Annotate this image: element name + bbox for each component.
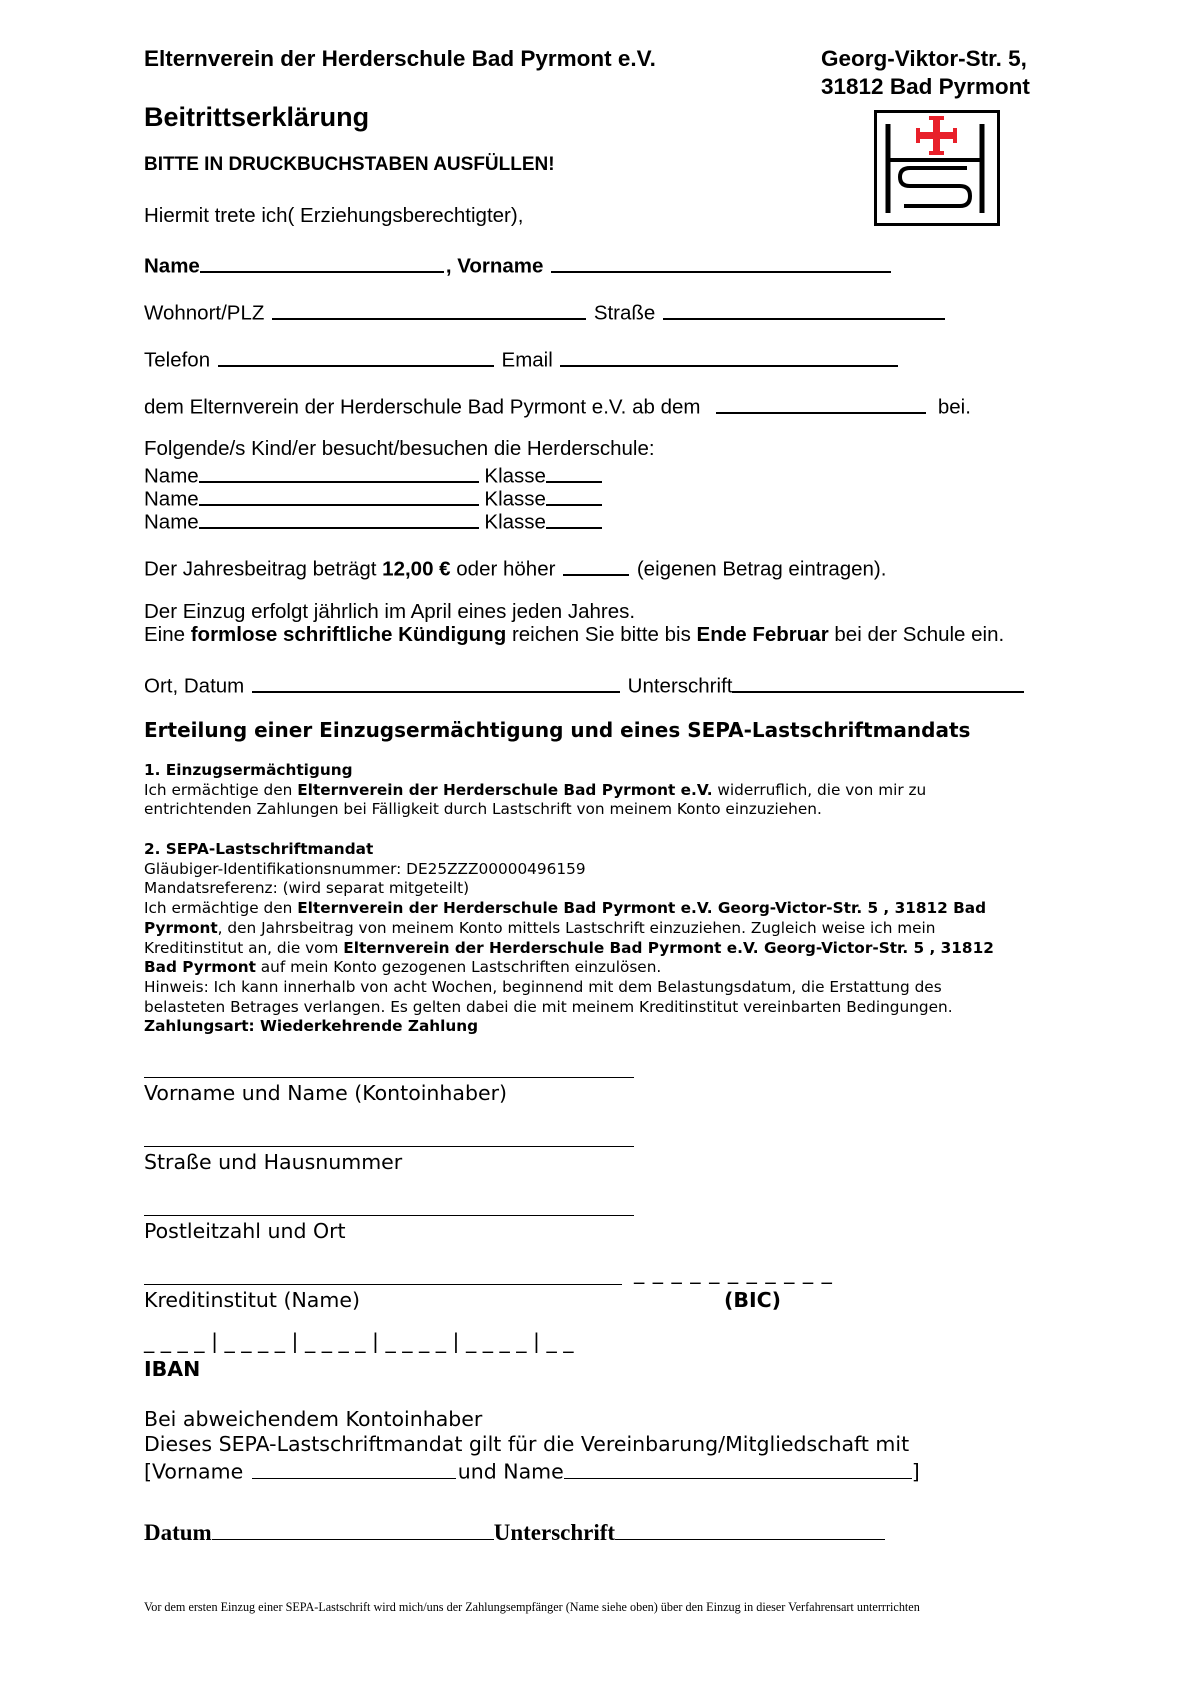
child-klasse-label: Klasse (484, 464, 546, 488)
s2-l4-b: , den Jahrsbeitrag von meinem Konto mittels Lastschrift einzuziehen. Zugleich weise ich mein (217, 918, 936, 937)
s1-title: 1. Einzugsermächtigung (144, 761, 353, 779)
address-line-2: 31812 Bad Pyrmont (821, 74, 1030, 99)
collection-note: Der Einzug erfolgt jährlich im April eines jeden Jahres. (144, 600, 636, 623)
cancel-suffix: bei der Schule ein. (834, 623, 1005, 646)
cancel-prefix: Eine (144, 623, 186, 646)
fee-prefix: Der Jahresbeitrag beträgt (144, 557, 377, 581)
unterschrift-label: Unterschrift (493, 1520, 616, 1545)
bic-field[interactable]: _ _ _ _ _ _ _ _ _ _ _ (634, 1260, 833, 1284)
s2-l3-a: Ich ermächtige den (144, 899, 293, 918)
name-label: Name (144, 254, 200, 278)
child-name-field[interactable] (199, 460, 479, 483)
kreditinstitut-label: Kreditinstitut (Name) (144, 1288, 360, 1312)
children-intro: Folgende/s Kind/er besucht/besuchen die Herderschule: (144, 437, 655, 460)
datum-label: Datum (144, 1520, 212, 1545)
sepa-heading: Erteilung einer Einzugsermächtigung und eines SEPA-Lastschriftmandats (144, 718, 971, 742)
unterschrift-field[interactable] (732, 670, 1024, 693)
fee-amount: 12,00 € (382, 557, 451, 581)
strasse-hausnummer-label: Straße und Hausnummer (144, 1150, 403, 1174)
child-name-label: Name (144, 510, 199, 534)
cancel-note (144, 623, 1004, 647)
wohnort-field[interactable] (272, 297, 586, 320)
cancel-bold-1: formlose schriftliche Kündigung (190, 623, 507, 646)
cancel-bold-2: Ende Februar (696, 623, 829, 646)
fee-row (144, 553, 886, 582)
s2-l6-b: auf mein Konto gezogenen Lastschriften einzulösen. (260, 958, 662, 977)
ort-datum-field[interactable] (252, 670, 620, 693)
abweichend-heading: Bei abweichendem Kontoinhaber (144, 1407, 483, 1431)
kontoinhaber-label: Vorname und Name (Kontoinhaber) (144, 1081, 508, 1105)
s2-glaeubiger-id: Gläubiger-Identifikationsnummer: DE25ZZZ00000496159 (144, 859, 586, 878)
join-row (144, 391, 971, 420)
strasse-label: Straße (593, 301, 656, 325)
abweichend-vorname-label: [Vorname (144, 1459, 244, 1484)
bic-label: (BIC) (724, 1288, 782, 1312)
datum-field[interactable] (212, 1516, 494, 1540)
kontoinhaber-field[interactable] (144, 1077, 634, 1078)
s2-l6-a: Bad Pyrmont (144, 958, 256, 977)
email-label: Email (501, 348, 553, 372)
s1-l1-a: Ich ermächtige den (144, 780, 293, 799)
name-field[interactable] (200, 250, 444, 273)
strasse-hausnummer-field[interactable] (144, 1146, 634, 1147)
unterschrift-field[interactable] (615, 1516, 885, 1540)
sepa-section-1 (144, 761, 926, 820)
join-suffix: bei. (937, 395, 971, 419)
plz-ort-field[interactable] (144, 1215, 634, 1216)
telefon-label: Telefon (144, 348, 211, 372)
abweichend-vorname-field[interactable] (252, 1457, 456, 1479)
s2-line-4 (144, 919, 994, 939)
child-klasse-label: Klasse (484, 487, 546, 511)
s2-zahlungsart: Zahlungsart: Wiederkehrende Zahlung (144, 1017, 479, 1036)
wohnort-label: Wohnort/PLZ (144, 301, 265, 325)
child-name-label: Name (144, 487, 199, 511)
strasse-field[interactable] (663, 297, 945, 320)
child-name-field[interactable] (199, 506, 479, 529)
fill-instruction: BITTE IN DRUCKBUCHSTABEN AUSFÜLLEN! (144, 154, 555, 175)
child-klasse-field[interactable] (546, 483, 602, 506)
unterschrift-label: Unterschrift (627, 674, 733, 698)
join-date-field[interactable] (716, 391, 926, 414)
child-klasse-field[interactable] (546, 506, 602, 529)
fee-middle: oder höher (456, 557, 556, 581)
plz-ort-label: Postleitzahl und Ort (144, 1219, 346, 1243)
s2-line-6 (144, 958, 994, 978)
s2-line-5 (144, 939, 994, 959)
telefon-row (144, 344, 900, 373)
s2-title: 2. SEPA-Lastschriftmandat (144, 840, 374, 858)
fee-custom-field[interactable] (563, 553, 629, 576)
datum-signature-row (144, 1516, 885, 1546)
s2-line-3 (144, 899, 994, 919)
s1-l1-c: widerruflich, die von mir zu (717, 780, 927, 799)
ort-datum-row (144, 670, 1024, 699)
abweichend-name-label: und Name (457, 1459, 564, 1484)
child-name-field[interactable] (199, 483, 479, 506)
name-row (144, 250, 893, 279)
abweichend-text: Dieses SEPA-Lastschriftmandat gilt für die Vereinbarung/Mitgliedschaft mit (144, 1432, 910, 1456)
s2-hinweis-2: belasteten Betrages verlangen. Es gelten dabei die mit meinem Kreditinstitut vereinbarten Bedingungen. (144, 997, 953, 1016)
s2-hinweis-1: Hinweis: Ich kann innerhalb von acht Wochen, beginnend mit dem Belastungsdatum, die Erstattung des (144, 977, 942, 996)
vorname-label: , Vorname (445, 254, 544, 278)
herderschule-logo (874, 110, 1000, 226)
telefon-field[interactable] (218, 344, 494, 367)
s2-l3-b: Elternverein der Herderschule Bad Pyrmont e.V. Georg-Victor-Str. 5 , 31812 Bad (297, 899, 987, 918)
s1-l1-b: Elternverein der Herderschule Bad Pyrmont e.V. (297, 780, 713, 799)
cancel-middle: reichen Sie bitte bis (511, 623, 691, 646)
ort-datum-label: Ort, Datum (144, 674, 245, 698)
footer-note: Vor dem ersten Einzug einer SEPA-Lastschrift wird mich/uns der Zahlungsempfänger (Name siehe oben) über den Einzug in dieser Verfahrensart unterrrichten (144, 1600, 920, 1614)
s1-line-2: entrichtenden Zahlungen bei Fälligkeit durch Lastschrift von meinem Konto einzuziehen. (144, 800, 822, 819)
child-name-label: Name (144, 464, 199, 488)
s2-l4-a: Pyrmont (144, 918, 218, 937)
child-row-3 (144, 506, 602, 535)
s1-line-1 (144, 781, 926, 801)
address-line-1: Georg-Viktor-Str. 5, (821, 46, 1027, 71)
wohnort-row (144, 297, 947, 326)
kreditinstitut-field[interactable] (144, 1284, 622, 1285)
s2-mandatsreferenz: Mandatsreferenz: (wird separat mitgeteilt) (144, 879, 470, 898)
intro-text: Hiermit trete ich( Erziehungsberechtigter), (144, 204, 524, 227)
join-text: dem Elternverein der Herderschule Bad Pyrmont e.V. ab dem (144, 395, 701, 419)
s2-l5-b: Elternverein der Herderschule Bad Pyrmont e.V. Georg-Victor-Str. 5 , 31812 (343, 938, 994, 957)
email-field[interactable] (560, 344, 898, 367)
vorname-field[interactable] (551, 250, 891, 273)
form-title: Beitrittserklärung (144, 102, 370, 132)
child-klasse-label: Klasse (484, 510, 546, 534)
iban-label: IBAN (144, 1357, 201, 1381)
abweichend-close: ] (911, 1459, 920, 1484)
abweichend-name-row (144, 1457, 920, 1484)
s2-l5-a: Kreditinstitut an, die vom (144, 938, 339, 957)
sepa-section-2 (144, 840, 994, 1037)
fee-suffix: (eigenen Betrag eintragen). (636, 557, 887, 581)
iban-field[interactable]: _ _ _ _ | _ _ _ _ | _ _ _ _ | _ _ _ _ | _ _ _ _ | _ _ (144, 1329, 574, 1353)
org-title: Elternverein der Herderschule Bad Pyrmont e.V. (144, 46, 656, 71)
child-klasse-field[interactable] (546, 460, 602, 483)
abweichend-name-field[interactable] (564, 1457, 912, 1479)
